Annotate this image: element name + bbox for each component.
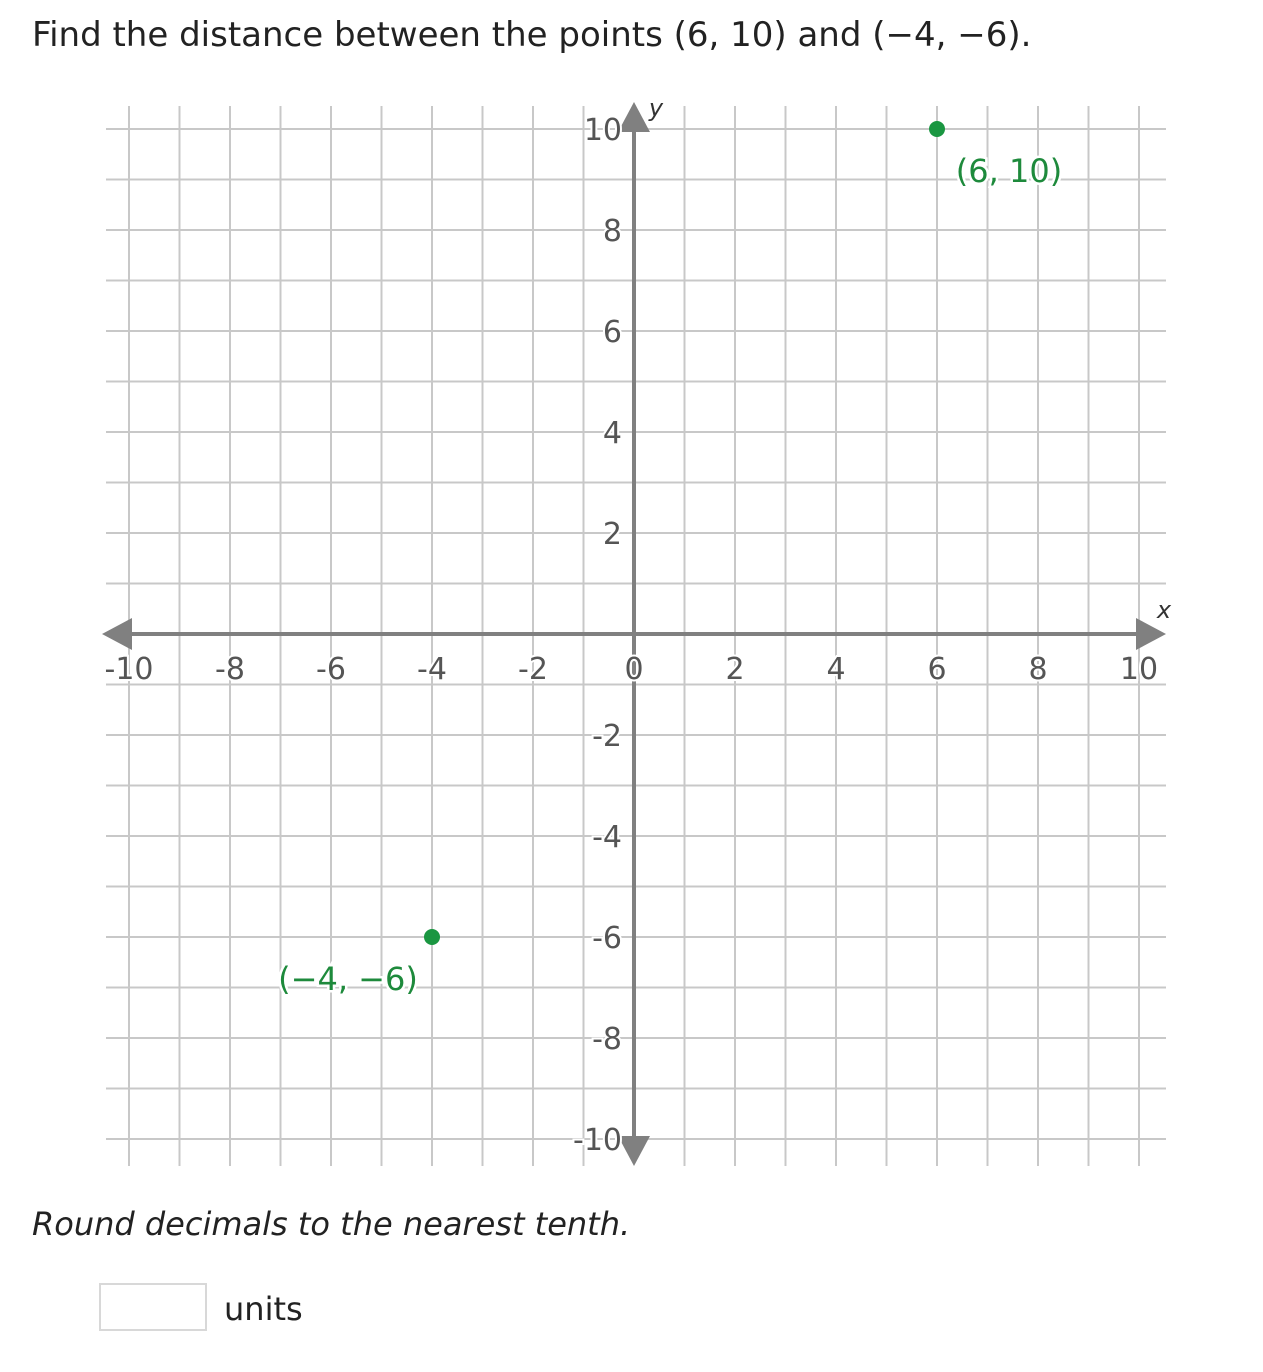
point-marker bbox=[929, 121, 945, 137]
x-tick-label: 4 bbox=[826, 652, 846, 687]
y-tick-label: 6 bbox=[602, 315, 622, 350]
units-label: units bbox=[224, 1290, 303, 1328]
axes bbox=[102, 94, 1172, 1166]
y-axis-up-arrow-icon bbox=[618, 102, 650, 132]
point-marker bbox=[424, 929, 440, 945]
x-tick-label: 6 bbox=[927, 652, 947, 687]
points bbox=[278, 121, 1062, 998]
x-tick-label: -4 bbox=[417, 652, 447, 687]
y-tick-label: 2 bbox=[602, 517, 622, 552]
y-tick-label: 8 bbox=[602, 214, 622, 249]
y-axis-label: y bbox=[648, 94, 664, 122]
y-tick-label: 4 bbox=[602, 416, 622, 451]
y-tick-label: 10 bbox=[583, 113, 622, 148]
x-axis-label: x bbox=[1156, 596, 1172, 624]
x-tick-label: -2 bbox=[518, 652, 548, 687]
x-tick-label: -10 bbox=[104, 652, 154, 687]
y-tick-label: -10 bbox=[573, 1123, 622, 1158]
y-tick-label: -6 bbox=[592, 921, 622, 956]
point-label: (6, 10) bbox=[955, 152, 1063, 190]
x-tick-label: 8 bbox=[1028, 652, 1048, 687]
x-tick-label: 10 bbox=[1119, 652, 1159, 687]
x-tick-label: 2 bbox=[725, 652, 745, 687]
x-axis-left-arrow-icon bbox=[102, 618, 132, 650]
y-tick-label: -2 bbox=[592, 719, 622, 754]
x-tick-label: 0 bbox=[624, 652, 644, 687]
x-tick-label: -6 bbox=[316, 652, 346, 687]
y-tick-label: -8 bbox=[592, 1022, 622, 1057]
y-axis-down-arrow-icon bbox=[618, 1136, 650, 1166]
y-tick-label: -4 bbox=[592, 820, 622, 855]
point-label: (−4, −6) bbox=[278, 960, 418, 998]
rounding-instruction: Round decimals to the nearest tenth. bbox=[32, 1205, 631, 1243]
question-text: Find the distance between the points (6, 10) and (−4, −6). bbox=[32, 15, 1032, 55]
answer-input[interactable] bbox=[99, 1283, 207, 1331]
x-tick-label: -8 bbox=[215, 652, 245, 687]
